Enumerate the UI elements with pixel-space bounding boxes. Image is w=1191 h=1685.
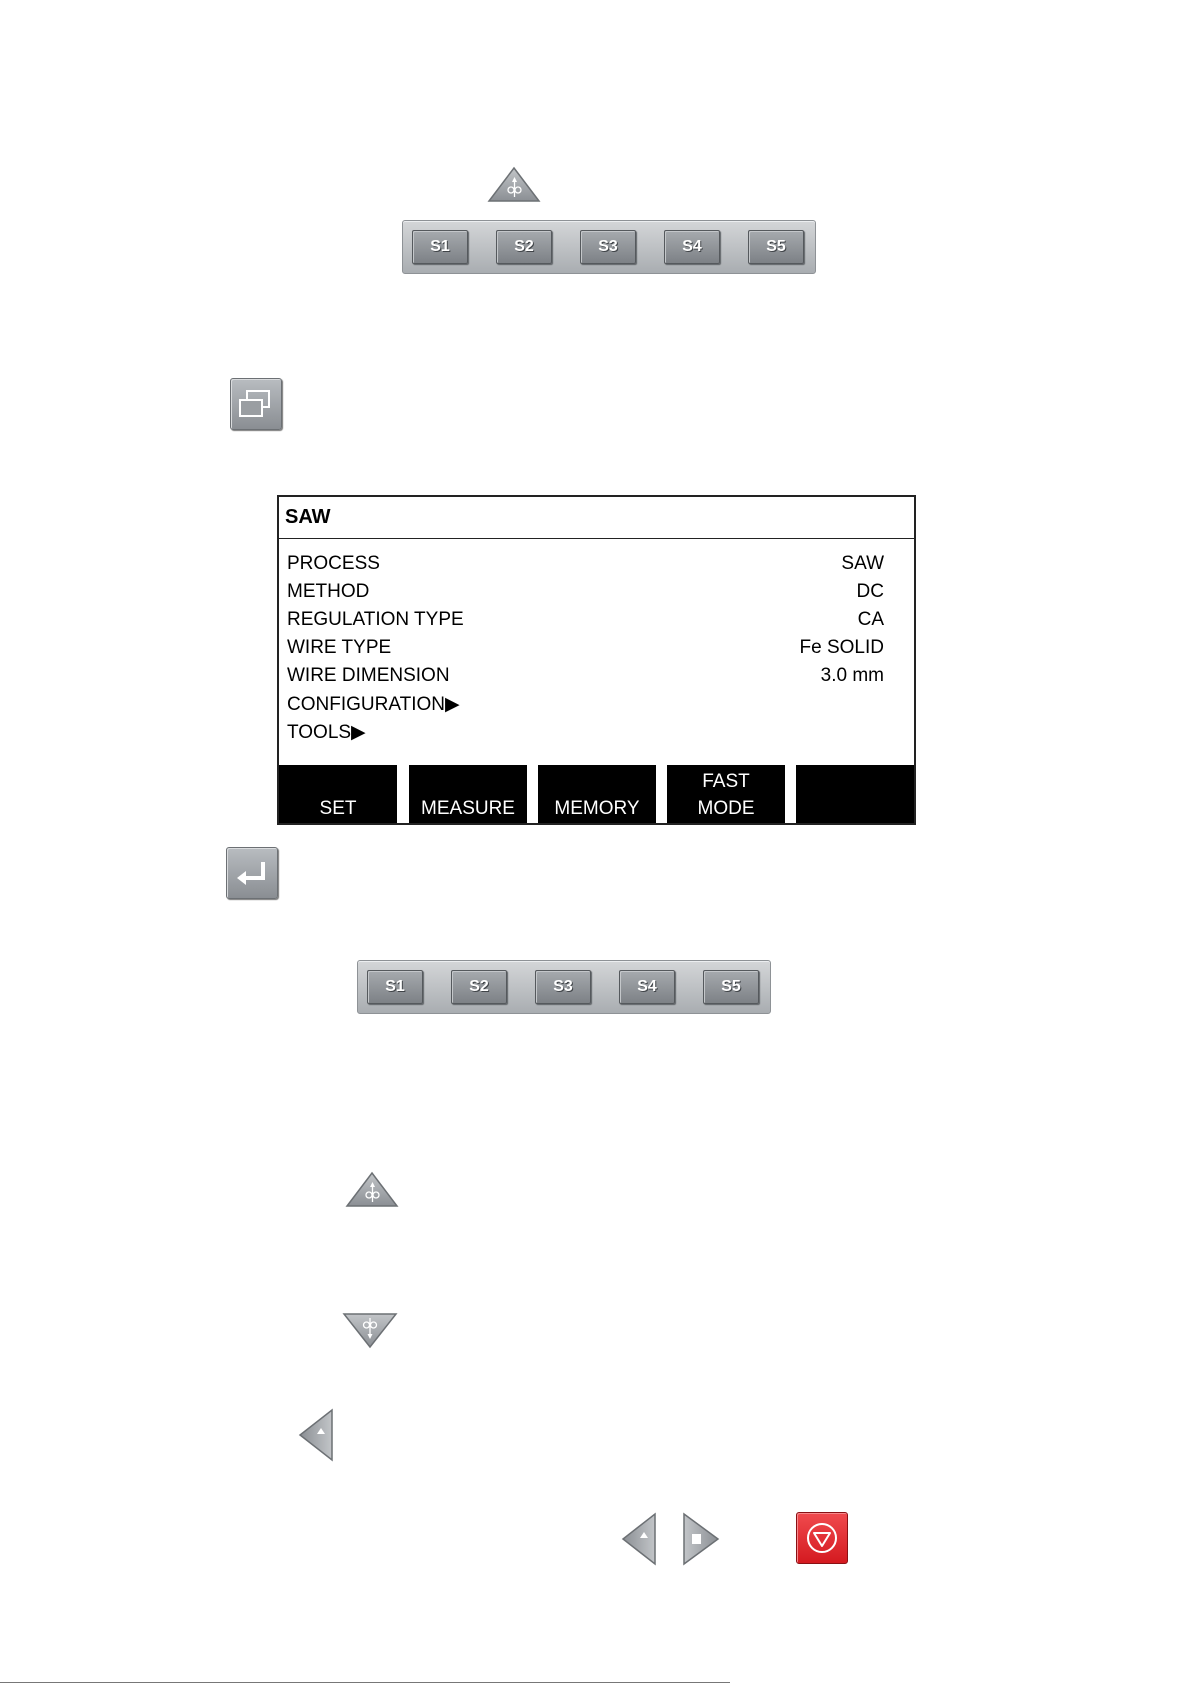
function-key-bar xyxy=(279,765,914,823)
emergency-stop-key[interactable] xyxy=(796,1512,848,1564)
function-key-line2: MEASURE xyxy=(421,798,515,819)
wire-feed-up-key[interactable] xyxy=(345,1171,399,1209)
menu-row-regulation-type[interactable] xyxy=(287,609,884,637)
menu-row-process[interactable] xyxy=(287,553,884,581)
function-key-line2: MODE xyxy=(697,798,755,819)
softkey-bar-bottom xyxy=(357,960,771,1014)
function-key-fast-mode[interactable] xyxy=(667,765,785,823)
page-bottom-rule xyxy=(0,1682,730,1683)
display-panel xyxy=(277,495,916,825)
start-key-bottom[interactable] xyxy=(621,1512,657,1566)
function-key-measure[interactable] xyxy=(409,765,527,823)
enter-icon xyxy=(227,848,277,898)
menu-row-label: REGULATION TYPE xyxy=(287,609,464,630)
wire-feed-down-key[interactable] xyxy=(342,1311,398,1349)
menu-row-label: PROCESS xyxy=(287,553,380,574)
function-key-line1: FAST xyxy=(702,771,750,792)
function-key-memory[interactable] xyxy=(538,765,656,823)
softkey-s5-top[interactable]: S5 xyxy=(748,230,804,264)
menu-row-value: SAW xyxy=(841,553,884,574)
function-key-line2: MEMORY xyxy=(554,798,640,819)
softkey-bar-top xyxy=(402,220,816,274)
wire-feed-up-icon xyxy=(345,1171,399,1209)
menu-row-value: Fe SOLID xyxy=(799,637,884,658)
start-icon xyxy=(298,1408,334,1462)
menu-windows-icon xyxy=(231,379,281,429)
stop-key[interactable] xyxy=(682,1512,720,1566)
menu-row-wire-type[interactable] xyxy=(287,637,884,665)
menu-row-method[interactable] xyxy=(287,581,884,609)
softkey-s5-bottom[interactable]: S5 xyxy=(703,970,759,1004)
menu-row-label: TOOLS▶ xyxy=(287,722,366,743)
menu-row-value: CA xyxy=(857,609,884,630)
menu-row-value: 3.0 mm xyxy=(820,665,884,686)
function-key-line2: SET xyxy=(319,798,357,819)
stop-icon xyxy=(682,1512,720,1566)
enter-key[interactable] xyxy=(226,847,278,899)
emergency-stop-icon xyxy=(797,1513,847,1563)
wire-feed-up-icon xyxy=(487,166,541,204)
start-key[interactable] xyxy=(298,1408,334,1462)
function-key-set[interactable] xyxy=(279,765,397,823)
display-title-divider xyxy=(279,538,914,539)
wire-feed-down-icon xyxy=(342,1311,398,1349)
menu-row-label: WIRE TYPE xyxy=(287,637,392,658)
menu-row-value: DC xyxy=(856,581,884,602)
menu-key[interactable] xyxy=(230,378,282,430)
menu-row-tools[interactable] xyxy=(287,721,884,749)
softkey-s2-bottom[interactable]: S2 xyxy=(451,970,507,1004)
softkey-s4-top[interactable]: S4 xyxy=(664,230,720,264)
wire-feed-up-key-top[interactable] xyxy=(487,166,541,204)
softkey-s3-bottom[interactable]: S3 xyxy=(535,970,591,1004)
menu-row-wire-dimension[interactable] xyxy=(287,665,884,693)
softkey-s1-bottom[interactable]: S1 xyxy=(367,970,423,1004)
softkey-s3-top[interactable]: S3 xyxy=(580,230,636,264)
function-key-5[interactable] xyxy=(796,765,914,823)
display-title: SAW xyxy=(285,506,331,528)
menu-row-label: METHOD xyxy=(287,581,370,602)
menu-row-label: CONFIGURATION▶ xyxy=(287,694,460,715)
menu-row-label: WIRE DIMENSION xyxy=(287,665,450,686)
menu-row-configuration[interactable] xyxy=(287,693,884,721)
softkey-s1-top[interactable]: S1 xyxy=(412,230,468,264)
softkey-s2-top[interactable]: S2 xyxy=(496,230,552,264)
softkey-s4-bottom[interactable]: S4 xyxy=(619,970,675,1004)
start-icon xyxy=(621,1512,657,1566)
